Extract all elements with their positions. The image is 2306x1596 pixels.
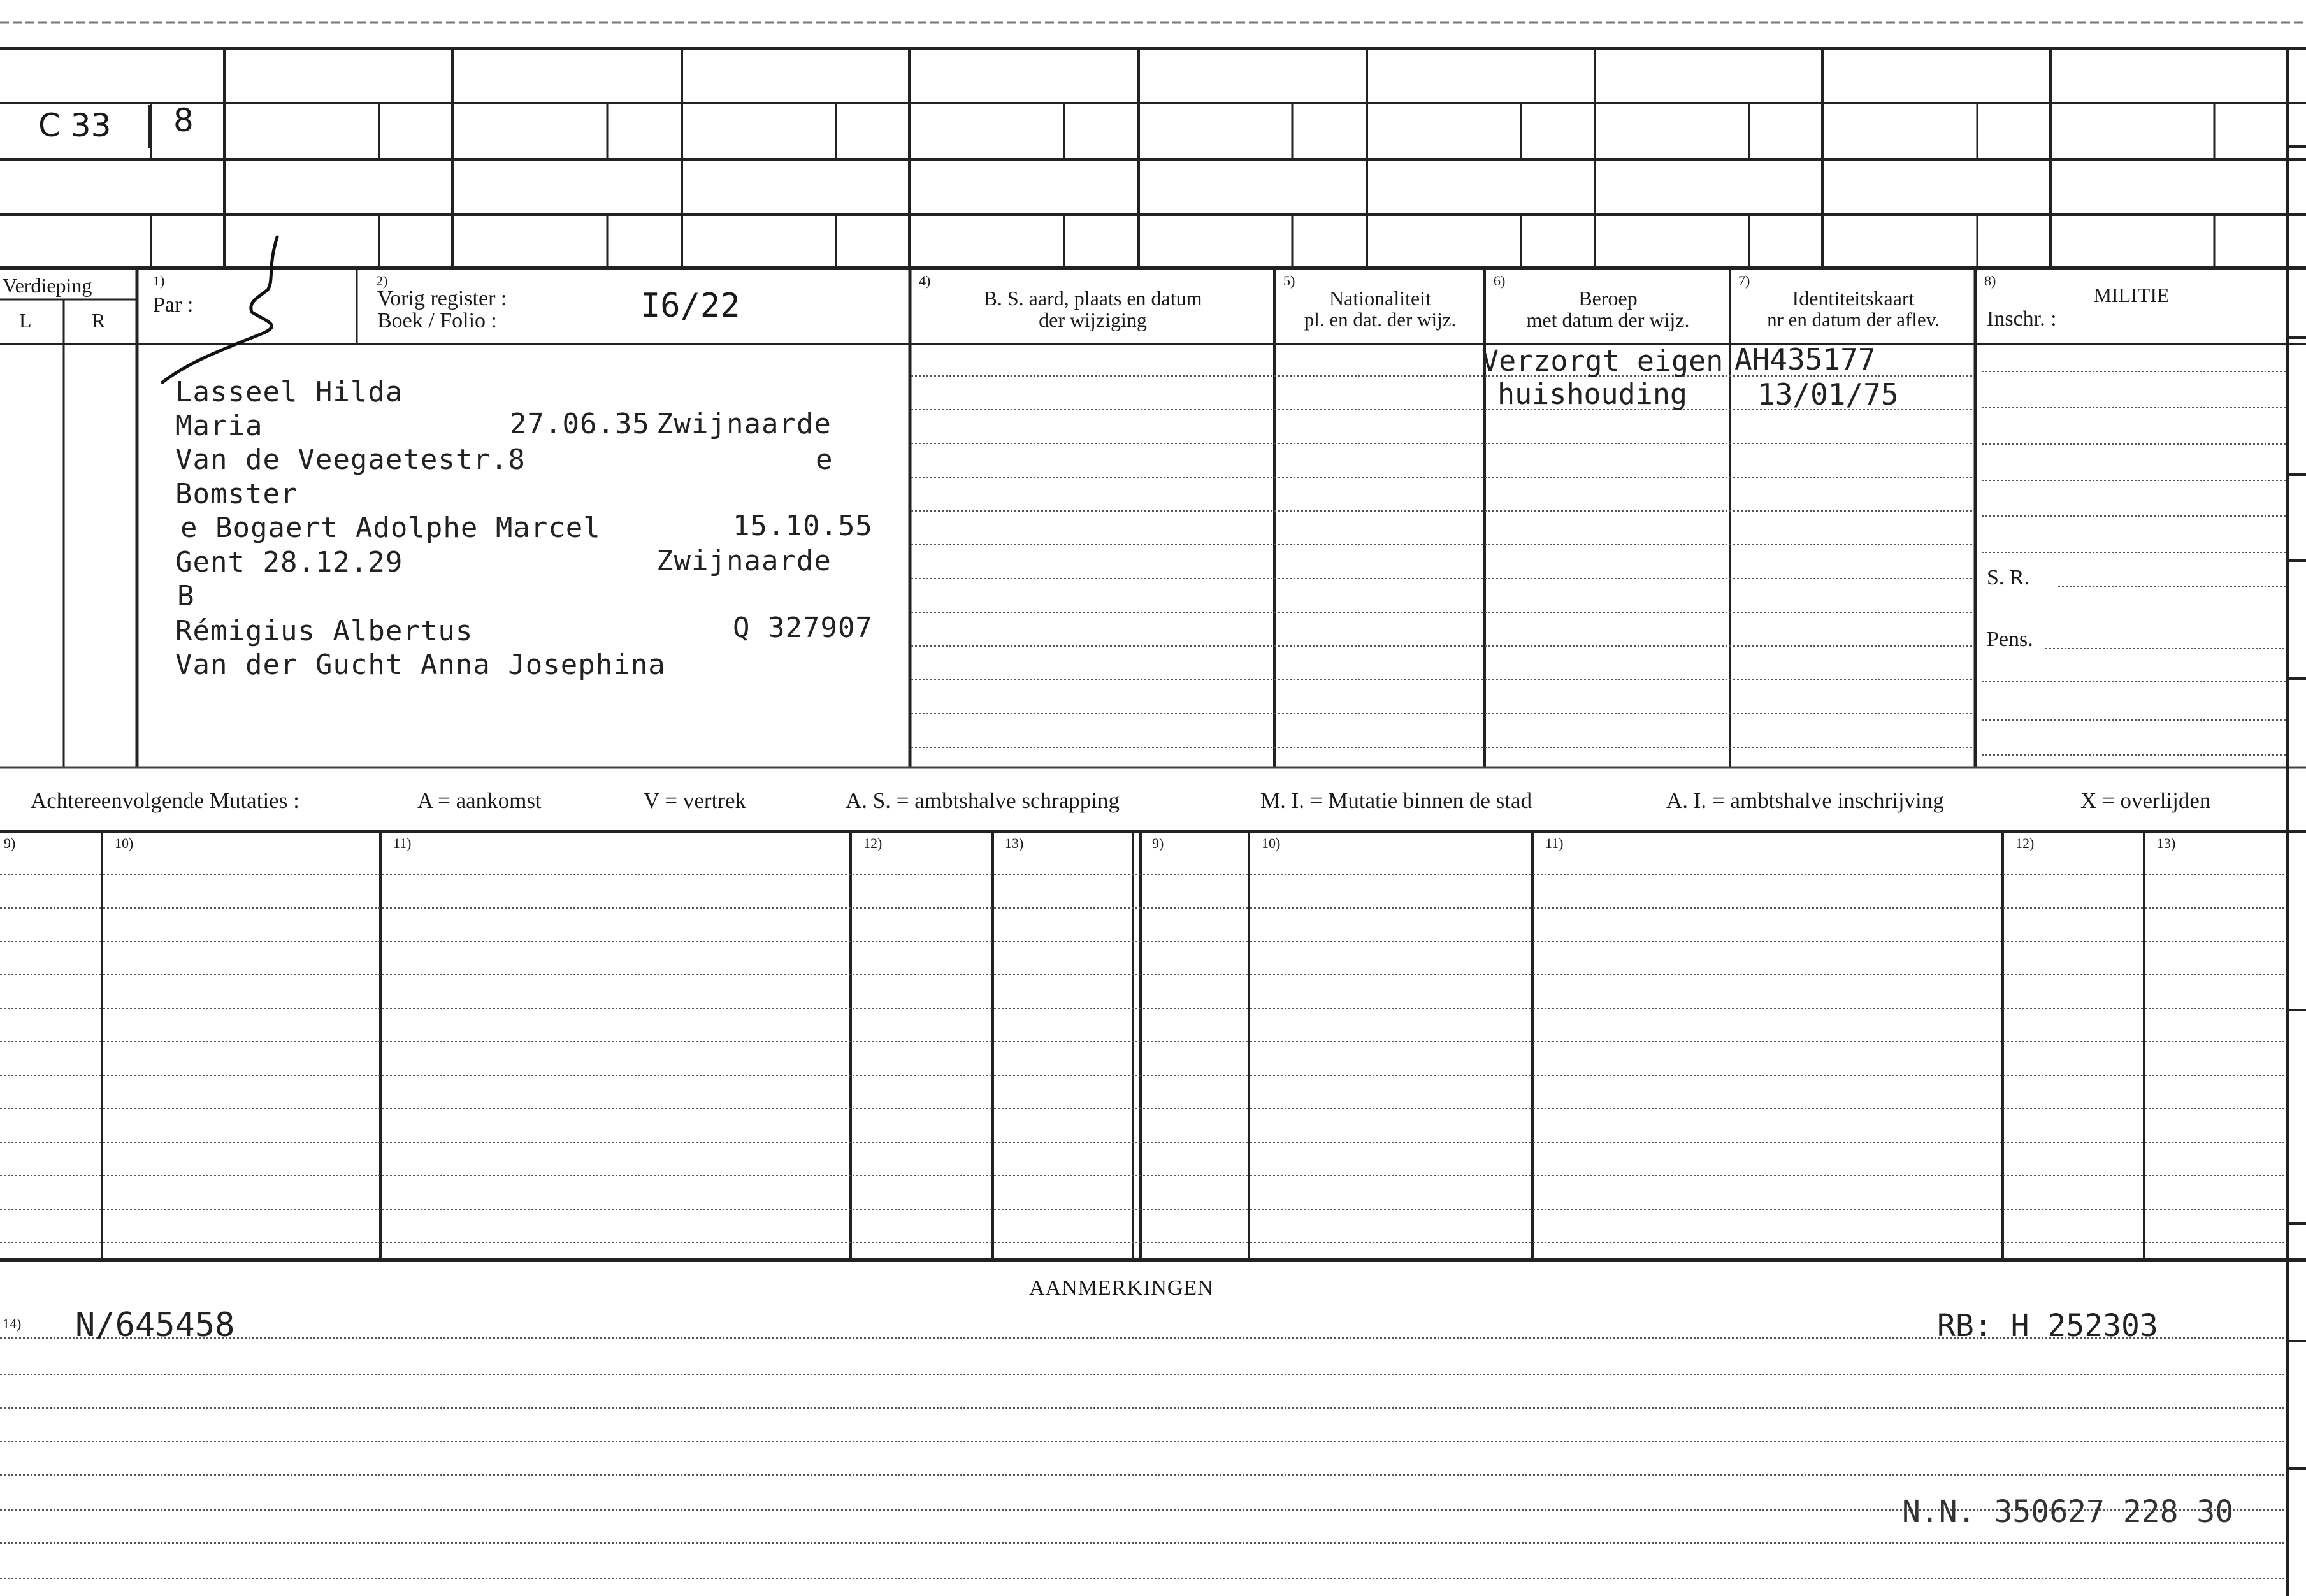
mutaties-col13-right: 13) — [2157, 835, 2176, 851]
mutaties-col11-right: 11) — [1545, 835, 1564, 851]
person-line8: Rémigius Albertus — [175, 615, 473, 647]
mutaties-col13-left: 13) — [1005, 835, 1024, 851]
aanmerkingen-nn: N.N. 350627 228 30 — [1902, 1494, 2234, 1530]
person-line9: Van der Gucht Anna Josephina — [175, 649, 666, 681]
mutaties-col10-right: 10) — [1262, 835, 1281, 851]
person-line4: Bomster — [175, 478, 298, 510]
person-line6: Gent 28.12.29 — [175, 546, 403, 579]
col6-label-line2: met datum der wijz. — [1526, 308, 1690, 331]
beroep-line2: huishouding — [1497, 377, 1688, 411]
mutaties-item-schrapping: A. S. = ambtshalve schrapping — [846, 788, 1120, 813]
mutaties-item-aankomst: A = aankomst — [417, 788, 542, 813]
mutaties-col11-left: 11) — [393, 835, 412, 851]
person-line8-code: Q 327907 — [733, 612, 873, 644]
idkaart-line1: AH435177 — [1734, 342, 1876, 377]
mutaties-item-mutatie: M. I. = Mutatie binnen de stad — [1260, 788, 1532, 813]
header-code-divider — [148, 105, 151, 148]
col8-number: 8) — [1984, 273, 1996, 289]
col7-label-line2: nr en datum der aflev. — [1767, 308, 1940, 331]
militie-inschr: Inschr. : — [1987, 307, 2057, 331]
header-number: 8 — [173, 102, 194, 139]
person-line5: e Bogaert Adolphe Marcel — [180, 512, 601, 544]
aanmerkingen-number: 14) — [3, 1316, 22, 1332]
col4-number: 4) — [919, 273, 931, 289]
idkaart-line2: 13/01/75 — [1757, 377, 1899, 412]
person-line6-place: Zwijnaarde — [656, 545, 832, 577]
col1-label: Par : — [153, 293, 194, 317]
person-line5-date: 15.10.55 — [733, 510, 873, 542]
mutaties-col12-right: 12) — [2015, 835, 2035, 851]
col6-number: 6) — [1494, 273, 1506, 289]
person-line1: Lasseel Hilda — [175, 376, 403, 408]
col6-label-line1: Beroep — [1578, 287, 1638, 310]
col1-number: 1) — [153, 273, 165, 289]
mutaties-col9-left: 9) — [4, 835, 16, 851]
col2-label-line1: Vorig register : — [377, 287, 507, 310]
col2-label-line2: Boek / Folio : — [377, 309, 497, 333]
verdieping-right: R — [92, 309, 106, 332]
aanmerkingen-title: AANMERKINGEN — [1029, 1276, 1214, 1300]
col4-label-line1: B. S. aard, plaats en datum — [983, 287, 1202, 310]
person-line2-date: 27.06.35 — [510, 408, 650, 440]
mutaties-col10-left: 10) — [115, 835, 134, 851]
col5-label-line1: Nationaliteit — [1329, 287, 1431, 310]
col2-number: 2) — [376, 273, 388, 289]
verdieping-left: L — [19, 309, 32, 332]
militie-title: MILITIE — [2093, 284, 2170, 306]
militie-sr: S. R. — [1987, 566, 2030, 589]
verdieping-title: Verdieping — [3, 274, 92, 297]
col2-value: I6/22 — [640, 287, 740, 325]
person-line2-name: Maria — [175, 410, 263, 442]
aanmerkingen-rb: RB: H 252303 — [1937, 1308, 2158, 1344]
militie-pens: Pens. — [1987, 628, 2033, 651]
mutaties-item-overlijden: X = overlijden — [2080, 788, 2211, 813]
mutaties-col9-right: 9) — [1152, 835, 1164, 851]
aanmerkingen-ref: N/645458 — [75, 1306, 235, 1344]
mutaties-title: Achtereenvolgende Mutaties : — [31, 788, 299, 813]
mutaties-item-inschrijving: A. I. = ambtshalve inschrijving — [1666, 788, 1944, 813]
col5-label-line2: pl. en dat. der wijz. — [1304, 308, 1457, 331]
col7-label-line1: Identiteitskaart — [1792, 287, 1915, 310]
mutaties-item-vertrek: V = vertrek — [644, 788, 746, 813]
person-line7: B — [177, 580, 195, 612]
col7-number: 7) — [1738, 273, 1750, 289]
beroep-line1: Verzorgt eigen — [1481, 344, 1724, 378]
person-line3: Van de Veegaetestr.8 — [175, 443, 526, 476]
col4-label-line2: der wijziging — [1039, 308, 1147, 331]
person-line3-mark: e — [816, 443, 833, 476]
col5-number: 5) — [1283, 273, 1295, 289]
person-line2-place: Zwijnaarde — [656, 408, 832, 440]
header-code: C 33 — [38, 107, 112, 144]
mutaties-col12-left: 12) — [863, 835, 883, 851]
